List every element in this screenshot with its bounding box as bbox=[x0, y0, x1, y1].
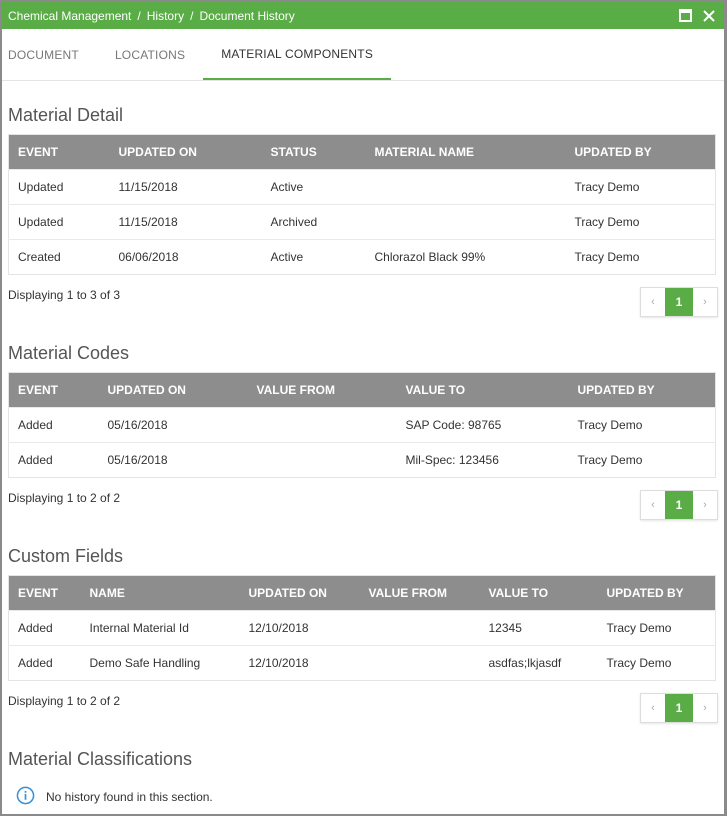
cell-name: Internal Material Id bbox=[89, 621, 189, 635]
table-row[interactable] bbox=[9, 408, 716, 443]
column-header-updated-on[interactable]: UPDATED ON bbox=[118, 145, 197, 159]
table-row[interactable] bbox=[9, 646, 716, 681]
column-header-value-to[interactable]: VALUE TO bbox=[405, 383, 466, 397]
column-header-status[interactable]: STATUS bbox=[270, 145, 317, 159]
material-codes-table bbox=[8, 372, 716, 478]
pagination bbox=[640, 490, 718, 520]
cell-updated-by: Tracy Demo bbox=[574, 180, 640, 194]
table-row[interactable] bbox=[9, 170, 716, 205]
table-row[interactable] bbox=[9, 611, 716, 646]
close-icon[interactable] bbox=[702, 9, 716, 23]
displaying-count: Displaying 1 to 2 of 2 bbox=[8, 694, 121, 708]
cell-event: Updated bbox=[18, 180, 64, 194]
next-page-button[interactable]: › bbox=[703, 499, 707, 511]
cell-updated-by: Tracy Demo bbox=[606, 656, 672, 670]
cell-updated-on: 11/15/2018 bbox=[118, 215, 178, 229]
cell-value-to: Mil-Spec: 123456 bbox=[405, 453, 499, 467]
column-header-event[interactable]: EVENT bbox=[18, 383, 59, 397]
cell-updated-on: 05/16/2018 bbox=[107, 418, 168, 432]
content-area bbox=[2, 105, 724, 808]
prev-page-button[interactable]: ‹ bbox=[651, 499, 655, 511]
table-row[interactable] bbox=[9, 240, 716, 275]
breadcrumb-separator: / bbox=[190, 8, 194, 23]
section-title-material-classifications: Material Classifications bbox=[8, 749, 193, 769]
cell-status: Active bbox=[270, 180, 304, 194]
cell-event: Added bbox=[18, 453, 53, 467]
breadcrumb-history[interactable]: History bbox=[146, 8, 185, 23]
prev-page-button[interactable]: ‹ bbox=[651, 296, 655, 308]
cell-value-to: 12345 bbox=[488, 621, 522, 635]
displaying-count: Displaying 1 to 2 of 2 bbox=[8, 491, 121, 505]
cell-value-from bbox=[248, 443, 397, 478]
cell-event: Created bbox=[18, 250, 61, 264]
cell-updated-on: 12/10/2018 bbox=[248, 656, 309, 670]
cell-name: Demo Safe Handling bbox=[89, 656, 201, 670]
pagination bbox=[640, 287, 718, 317]
page-number-button[interactable]: 1 bbox=[665, 491, 693, 519]
tab-document[interactable]: DOCUMENT bbox=[8, 47, 79, 62]
column-header-updated-by[interactable]: UPDATED BY bbox=[577, 383, 655, 397]
cell-updated-on: 12/10/2018 bbox=[248, 621, 309, 635]
empty-state-message bbox=[8, 786, 716, 808]
column-header-updated-on[interactable]: UPDATED ON bbox=[107, 383, 186, 397]
empty-state-text: No history found in this section. bbox=[46, 790, 213, 804]
cell-updated-by: Tracy Demo bbox=[577, 453, 643, 467]
cell-updated-on: 05/16/2018 bbox=[107, 453, 168, 467]
cell-material-name bbox=[366, 170, 566, 205]
material-detail-table bbox=[8, 134, 716, 275]
cell-value-to: SAP Code: 98765 bbox=[405, 418, 502, 432]
column-header-event[interactable]: EVENT bbox=[18, 586, 59, 600]
section-title-material-detail: Material Detail bbox=[8, 105, 124, 125]
cell-event: Added bbox=[18, 621, 53, 635]
cell-status: Archived bbox=[270, 215, 318, 229]
page-number-button[interactable]: 1 bbox=[665, 694, 693, 722]
column-header-material-name[interactable]: MATERIAL NAME bbox=[374, 145, 475, 159]
section-title-material-codes: Material Codes bbox=[8, 343, 130, 363]
cell-material-name: Chlorazol Black 99% bbox=[374, 250, 486, 264]
pagination bbox=[640, 693, 718, 723]
table-row[interactable] bbox=[9, 205, 716, 240]
cell-event: Added bbox=[18, 418, 53, 432]
cell-updated-by: Tracy Demo bbox=[577, 418, 643, 432]
custom-fields-table bbox=[8, 575, 716, 681]
column-header-event[interactable]: EVENT bbox=[18, 145, 59, 159]
breadcrumb-chemical-management[interactable]: Chemical Management bbox=[8, 8, 132, 23]
cell-event: Added bbox=[18, 656, 53, 670]
column-header-updated-on[interactable]: UPDATED ON bbox=[248, 586, 327, 600]
column-header-value-from[interactable]: VALUE FROM bbox=[256, 383, 335, 397]
cell-updated-on: 11/15/2018 bbox=[118, 180, 178, 194]
column-header-name[interactable]: NAME bbox=[89, 586, 125, 600]
column-header-value-to[interactable]: VALUE TO bbox=[488, 586, 549, 600]
next-page-button[interactable]: › bbox=[703, 296, 707, 308]
breadcrumb-document-history: Document History bbox=[199, 8, 295, 23]
cell-updated-on: 06/06/2018 bbox=[118, 250, 179, 264]
tab-material-components[interactable]: MATERIAL COMPONENTS bbox=[203, 29, 391, 80]
maximize-icon[interactable] bbox=[678, 9, 692, 23]
prev-page-button[interactable]: ‹ bbox=[651, 702, 655, 714]
tab-bar bbox=[2, 29, 724, 81]
cell-value-from bbox=[360, 646, 480, 681]
table-row[interactable] bbox=[9, 443, 716, 478]
cell-updated-by: Tracy Demo bbox=[574, 215, 640, 229]
table-header-row bbox=[9, 135, 716, 170]
table-header-row bbox=[9, 576, 716, 611]
info-icon bbox=[16, 786, 46, 808]
tab-locations[interactable]: LOCATIONS bbox=[114, 47, 186, 62]
cell-value-from bbox=[360, 611, 480, 646]
page-number-button[interactable]: 1 bbox=[665, 288, 693, 316]
cell-updated-by: Tracy Demo bbox=[574, 250, 640, 264]
breadcrumb-separator: / bbox=[137, 8, 141, 23]
cell-material-name bbox=[366, 205, 566, 240]
column-header-updated-by[interactable]: UPDATED BY bbox=[574, 145, 652, 159]
table-footer bbox=[8, 490, 716, 520]
next-page-button[interactable]: › bbox=[703, 702, 707, 714]
section-title-custom-fields: Custom Fields bbox=[8, 546, 124, 566]
cell-event: Updated bbox=[18, 215, 64, 229]
cell-value-from bbox=[248, 408, 397, 443]
column-header-updated-by[interactable]: UPDATED BY bbox=[606, 586, 684, 600]
cell-updated-by: Tracy Demo bbox=[606, 621, 672, 635]
table-footer bbox=[8, 287, 716, 317]
cell-value-to: asdfas;lkjasdf bbox=[488, 656, 562, 670]
column-header-value-from[interactable]: VALUE FROM bbox=[368, 586, 447, 600]
cell-status: Active bbox=[270, 250, 304, 264]
table-header-row bbox=[9, 373, 716, 408]
displaying-count: Displaying 1 to 3 of 3 bbox=[8, 288, 121, 302]
table-footer bbox=[8, 693, 716, 723]
title-bar bbox=[2, 2, 724, 29]
